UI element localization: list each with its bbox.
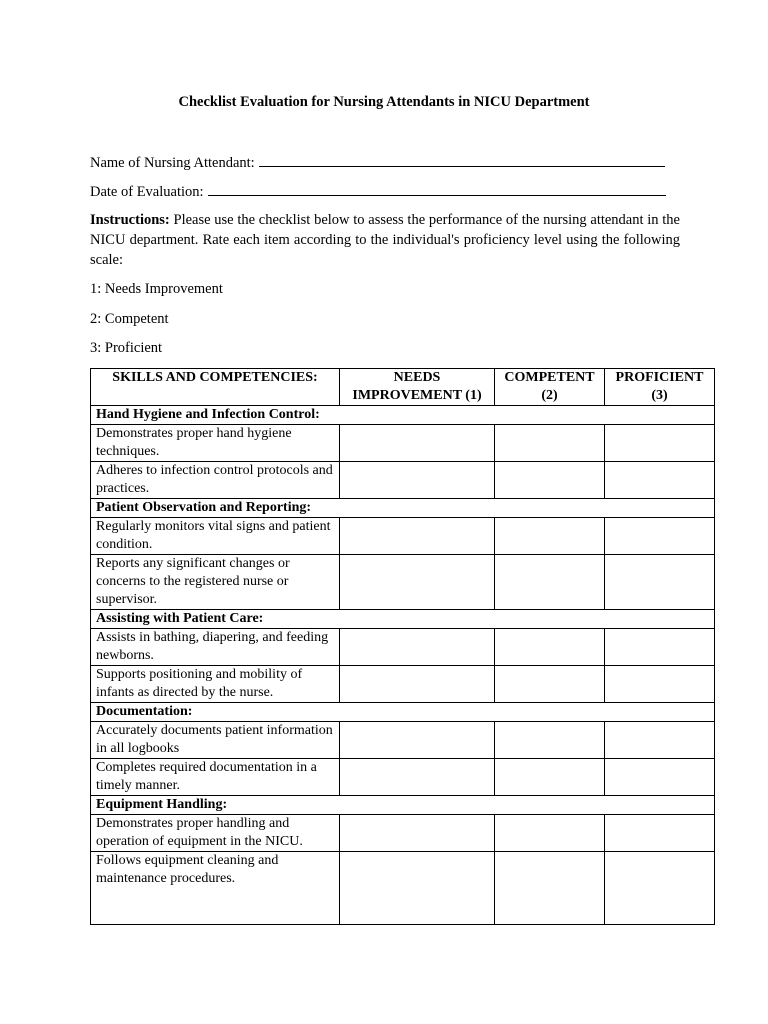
date-label: Date of Evaluation: bbox=[90, 184, 204, 200]
table-row bbox=[91, 518, 715, 555]
needs-improvement-cell[interactable] bbox=[340, 462, 495, 499]
header-row bbox=[91, 369, 715, 406]
skill-description: Adheres to infection control protocols and practices. bbox=[91, 462, 340, 499]
header-skills: SKILLS AND COMPETENCIES: bbox=[91, 369, 340, 406]
header-proficient: PROFICIENT (3) bbox=[605, 369, 715, 406]
skill-description: Reports any significant changes or concerns to the registered nurse or supervisor. bbox=[91, 555, 340, 610]
needs-improvement-cell[interactable] bbox=[340, 666, 495, 703]
section-row bbox=[91, 703, 715, 722]
competent-cell[interactable] bbox=[495, 629, 605, 666]
competent-cell[interactable] bbox=[495, 518, 605, 555]
needs-improvement-cell[interactable] bbox=[340, 815, 495, 852]
needs-improvement-cell[interactable] bbox=[340, 629, 495, 666]
skill-description: Demonstrates proper hand hygiene techniques. bbox=[91, 425, 340, 462]
competent-cell[interactable] bbox=[495, 759, 605, 796]
table-row bbox=[91, 722, 715, 759]
skill-description: Accurately documents patient information in all logbooks bbox=[91, 722, 340, 759]
name-field bbox=[90, 152, 665, 173]
header-competent: COMPETENT (2) bbox=[495, 369, 605, 406]
skill-description: Regularly monitors vital signs and patient condition. bbox=[91, 518, 340, 555]
page-title: Checklist Evaluation for Nursing Attendants in NICU Department bbox=[178, 94, 590, 110]
section-title: Equipment Handling: bbox=[91, 796, 715, 815]
instructions-text: Please use the checklist below to assess the performance of the nursing attendant in the NICU department. Rate each item according to the individual's proficiency level using the following scale: bbox=[90, 212, 680, 268]
needs-improvement-cell[interactable] bbox=[340, 759, 495, 796]
scale-item: 2: Competent bbox=[90, 311, 169, 327]
skill-description: Assists in bathing, diapering, and feeding newborns. bbox=[91, 629, 340, 666]
proficient-cell[interactable] bbox=[605, 666, 715, 703]
section-title: Documentation: bbox=[91, 703, 715, 722]
table-row bbox=[91, 852, 715, 925]
table-row bbox=[91, 629, 715, 666]
competent-cell[interactable] bbox=[495, 425, 605, 462]
table-row bbox=[91, 425, 715, 462]
competent-cell[interactable] bbox=[495, 462, 605, 499]
proficient-cell[interactable] bbox=[605, 425, 715, 462]
proficient-cell[interactable] bbox=[605, 815, 715, 852]
needs-improvement-cell[interactable] bbox=[340, 518, 495, 555]
section-title: Patient Observation and Reporting: bbox=[91, 499, 715, 518]
skill-description: Completes required documentation in a timely manner. bbox=[91, 759, 340, 796]
proficient-cell[interactable] bbox=[605, 759, 715, 796]
section-row bbox=[91, 406, 715, 425]
needs-improvement-cell[interactable] bbox=[340, 852, 495, 925]
proficient-cell[interactable] bbox=[605, 462, 715, 499]
competent-cell[interactable] bbox=[495, 555, 605, 610]
proficient-cell[interactable] bbox=[605, 722, 715, 759]
skill-description: Supports positioning and mobility of infants as directed by the nurse. bbox=[91, 666, 340, 703]
section-row bbox=[91, 499, 715, 518]
needs-improvement-cell[interactable] bbox=[340, 555, 495, 610]
proficient-cell[interactable] bbox=[605, 629, 715, 666]
name-label: Name of Nursing Attendant: bbox=[90, 155, 255, 171]
section-row bbox=[91, 796, 715, 815]
competent-cell[interactable] bbox=[495, 815, 605, 852]
proficient-cell[interactable] bbox=[605, 555, 715, 610]
header-needs-improvement: NEEDS IMPROVEMENT (1) bbox=[340, 369, 495, 406]
needs-improvement-cell[interactable] bbox=[340, 722, 495, 759]
table-row bbox=[91, 666, 715, 703]
date-field bbox=[90, 181, 666, 202]
scale-item: 3: Proficient bbox=[90, 340, 163, 356]
skill-description: Follows equipment cleaning and maintenance procedures. bbox=[91, 852, 340, 925]
instructions-paragraph bbox=[90, 210, 680, 270]
name-blank-line[interactable] bbox=[259, 152, 665, 167]
proficient-cell[interactable] bbox=[605, 852, 715, 925]
table-row bbox=[91, 759, 715, 796]
proficient-cell[interactable] bbox=[605, 518, 715, 555]
skill-description: Demonstrates proper handling and operation of equipment in the NICU. bbox=[91, 815, 340, 852]
competent-cell[interactable] bbox=[495, 852, 605, 925]
section-title: Hand Hygiene and Infection Control: bbox=[91, 406, 715, 425]
table-row bbox=[91, 462, 715, 499]
date-blank-line[interactable] bbox=[208, 181, 666, 196]
instructions-label: Instructions: bbox=[90, 212, 170, 228]
table-row bbox=[91, 555, 715, 610]
competent-cell[interactable] bbox=[495, 666, 605, 703]
section-row bbox=[91, 610, 715, 629]
table-row bbox=[91, 815, 715, 852]
competent-cell[interactable] bbox=[495, 722, 605, 759]
needs-improvement-cell[interactable] bbox=[340, 425, 495, 462]
checklist-table bbox=[90, 368, 715, 925]
section-title: Assisting with Patient Care: bbox=[91, 610, 715, 629]
scale-item: 1: Needs Improvement bbox=[90, 281, 223, 297]
